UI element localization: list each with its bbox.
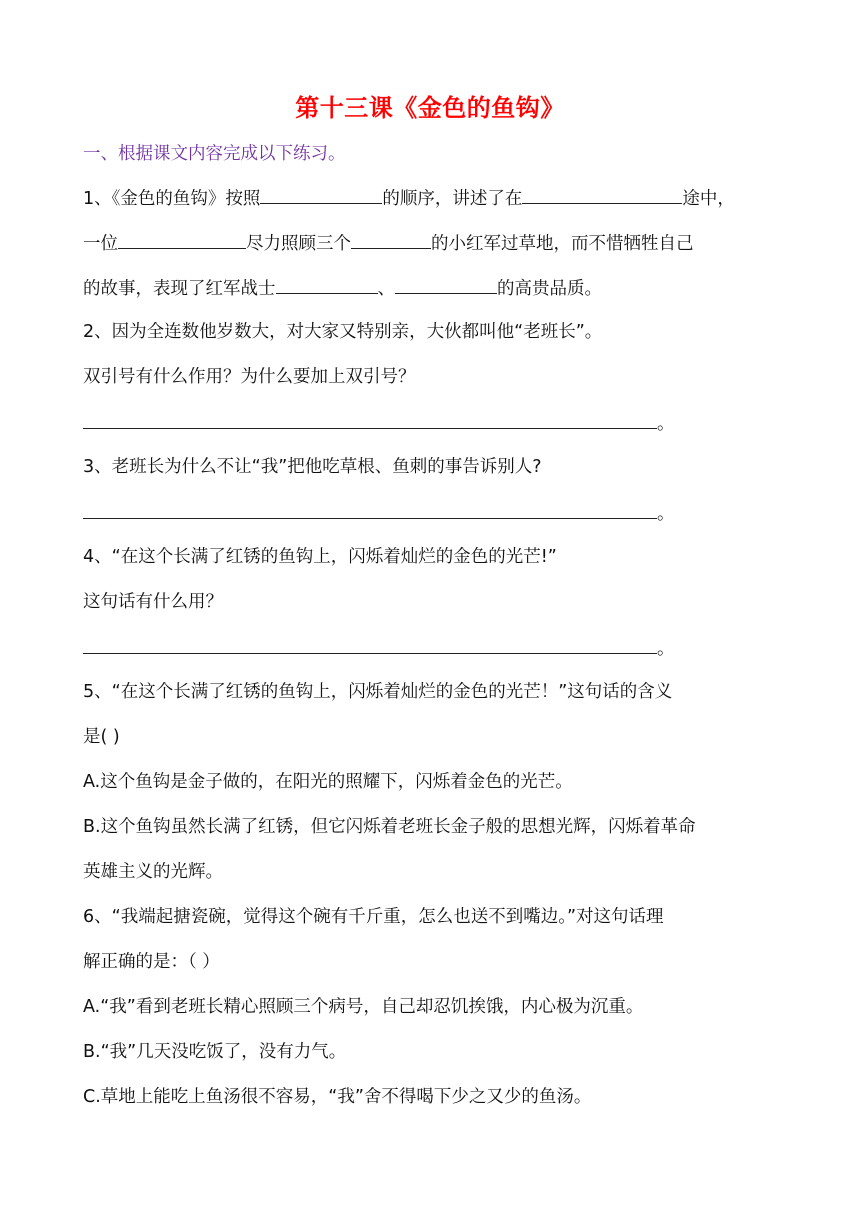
q1-text: 一位 xyxy=(83,234,118,254)
question-5-option-b-line-2: 英雄主义的光辉。 xyxy=(83,862,223,882)
q1-blank-2[interactable] xyxy=(522,185,682,204)
q1-text: 的顺序，讲述了在 xyxy=(382,189,523,209)
page-title: 第十三课《金色的鱼钩》 xyxy=(295,94,565,122)
question-6-answer-paren[interactable]: 解正确的是：（ ） xyxy=(83,952,220,972)
q1-text: 1、《金色的鱼钩》按照 xyxy=(83,189,261,209)
q1-blank-1[interactable] xyxy=(260,185,382,204)
question-2-answer-line[interactable] xyxy=(83,410,675,436)
question-3-text: 3、老班长为什么不让“我”把他吃草根、鱼刺的事告诉别人? xyxy=(83,457,542,477)
q1-text: 尽力照顾三个 xyxy=(246,234,351,254)
answer-blank[interactable] xyxy=(83,500,657,519)
question-5-option-b-line-1: B.这个鱼钩虽然长满了红锈，但它闪烁着老班长金子般的思想光辉，闪烁着革命 xyxy=(83,817,696,837)
q1-blank-6[interactable] xyxy=(395,275,497,294)
question-5-answer-paren[interactable]: 是( ) xyxy=(83,727,120,747)
period: 。 xyxy=(657,504,675,524)
question-6-option-c: C.草地上能吃上鱼汤很不容易，“我”舍不得喝下少之又少的鱼汤。 xyxy=(83,1087,592,1107)
q1-text: 的小红军过草地，而不惜牺牲自己 xyxy=(431,234,694,254)
question-4-answer-line[interactable] xyxy=(83,635,675,661)
question-1-line-1 xyxy=(83,185,735,211)
question-2-prompt: 双引号有什么作用？为什么要加上双引号？ xyxy=(83,367,416,387)
period: 。 xyxy=(657,639,675,659)
section-heading: 一、根据课文内容完成以下练习。 xyxy=(83,144,346,164)
question-1-line-3 xyxy=(83,275,602,301)
period: 。 xyxy=(657,414,675,434)
q1-blank-5[interactable] xyxy=(276,275,378,294)
answer-blank[interactable] xyxy=(83,410,657,429)
question-6-text: 6、“我端起搪瓷碗，觉得这个碗有千斤重，怎么也送不到嘴边。”对这句话理 xyxy=(83,907,664,927)
question-4-prompt: 这句话有什么用？ xyxy=(83,592,223,612)
q1-blank-4[interactable] xyxy=(351,230,431,249)
question-4-text: 4、“在这个长满了红锈的鱼钩上，闪烁着灿烂的金色的光芒!” xyxy=(83,547,557,567)
question-5-option-a: A.这个鱼钩是金子做的，在阳光的照耀下，闪烁着金色的光芒。 xyxy=(83,772,573,792)
q1-text: 的高贵品质。 xyxy=(497,279,602,299)
question-1-line-2 xyxy=(83,230,694,256)
question-2-text: 2、因为全连数他岁数大，对大家又特别亲，大伙都叫他“老班长”。 xyxy=(83,322,603,342)
answer-blank[interactable] xyxy=(83,635,657,654)
question-6-option-a: A.“我”看到老班长精心照顾三个病号，自己却忍饥挨饿，内心极为沉重。 xyxy=(83,997,644,1017)
question-6-option-b: B.“我”几天没吃饭了，没有力气。 xyxy=(83,1042,347,1062)
q1-text: 、 xyxy=(377,279,395,299)
question-3-answer-line[interactable] xyxy=(83,500,675,526)
q1-text: 的故事，表现了红军战士 xyxy=(83,279,276,299)
q1-blank-3[interactable] xyxy=(118,230,246,249)
q1-text: 途中， xyxy=(682,189,735,209)
question-5-text: 5、“在这个长满了红锈的鱼钩上，闪烁着灿烂的金色的光芒！”这句话的含义 xyxy=(83,682,673,702)
